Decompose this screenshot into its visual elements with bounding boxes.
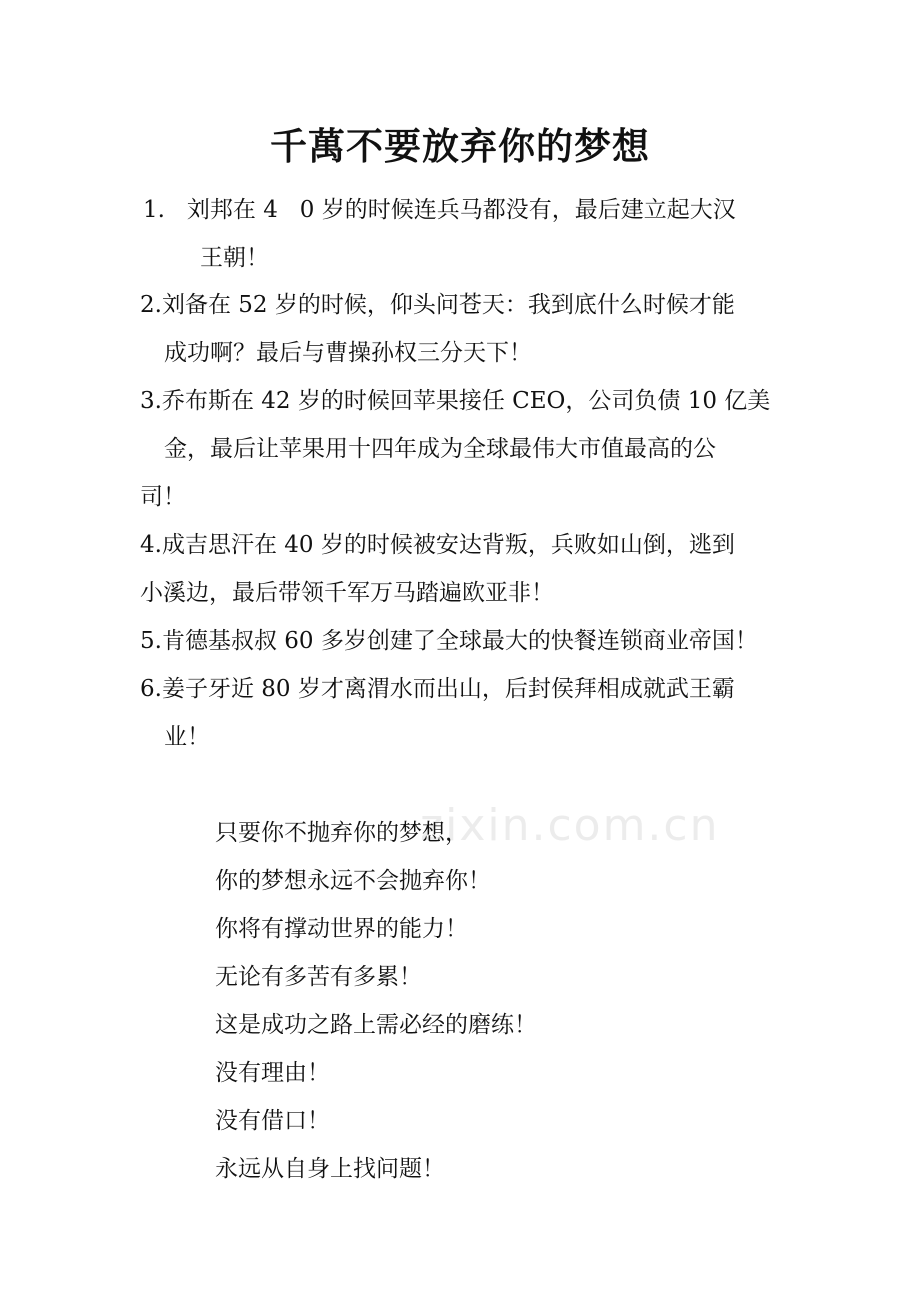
list-item-line: 1. 刘邦在 4 0 岁的时候连兵马都没有，最后建立起大汉: [143, 197, 736, 223]
list-item-line: 金，最后让苹果用十四年成为全球最伟大市值最高的公: [164, 436, 716, 462]
list-item-line: 业！: [164, 724, 210, 750]
list-item-line: 司！: [140, 484, 186, 510]
poem-line: 这是成功之路上需必经的磨练！: [215, 1012, 537, 1038]
document-title: 千萬不要放弃你的梦想: [270, 125, 650, 168]
poem-line: 只要你不抛弃你的梦想，: [215, 820, 468, 846]
list-item-line: 王朝！: [200, 245, 269, 271]
poem-line: 你的梦想永远不会抛弃你！: [215, 868, 491, 894]
poem-line: 无论有多苦有多累！: [215, 964, 422, 990]
poem-line: 你将有撑动世界的能力！: [215, 916, 468, 942]
poem-line: 没有借口！: [215, 1108, 330, 1134]
poem-line: 没有理由！: [215, 1060, 330, 1086]
list-item-line: 5.肯德基叔叔 60 多岁创建了全球最大的快餐连锁商业帝国！: [140, 628, 758, 654]
list-item-line: 6.姜子牙近 80 岁才离渭水而出山，后封侯拜相成就武王霸: [140, 676, 735, 702]
list-item-line: 3.乔布斯在 42 岁的时候回苹果接任 CEO，公司负债 10 亿美: [140, 388, 771, 414]
list-item-line: 成功啊？最后与曹操孙权三分天下！: [164, 340, 532, 366]
list-item-line: 小溪边，最后带领千军万马踏遍欧亚非！: [140, 580, 554, 606]
watermark: zixin.com.cn: [420, 800, 720, 851]
list-item-line: 4.成吉思汗在 40 岁的时候被安达背叛，兵败如山倒，逃到: [140, 532, 735, 558]
poem-line: 永远从自身上找问题！: [215, 1156, 445, 1182]
list-item-line: 2.刘备在 52 岁的时候，仰头问苍天：我到底什么时候才能: [140, 292, 735, 318]
